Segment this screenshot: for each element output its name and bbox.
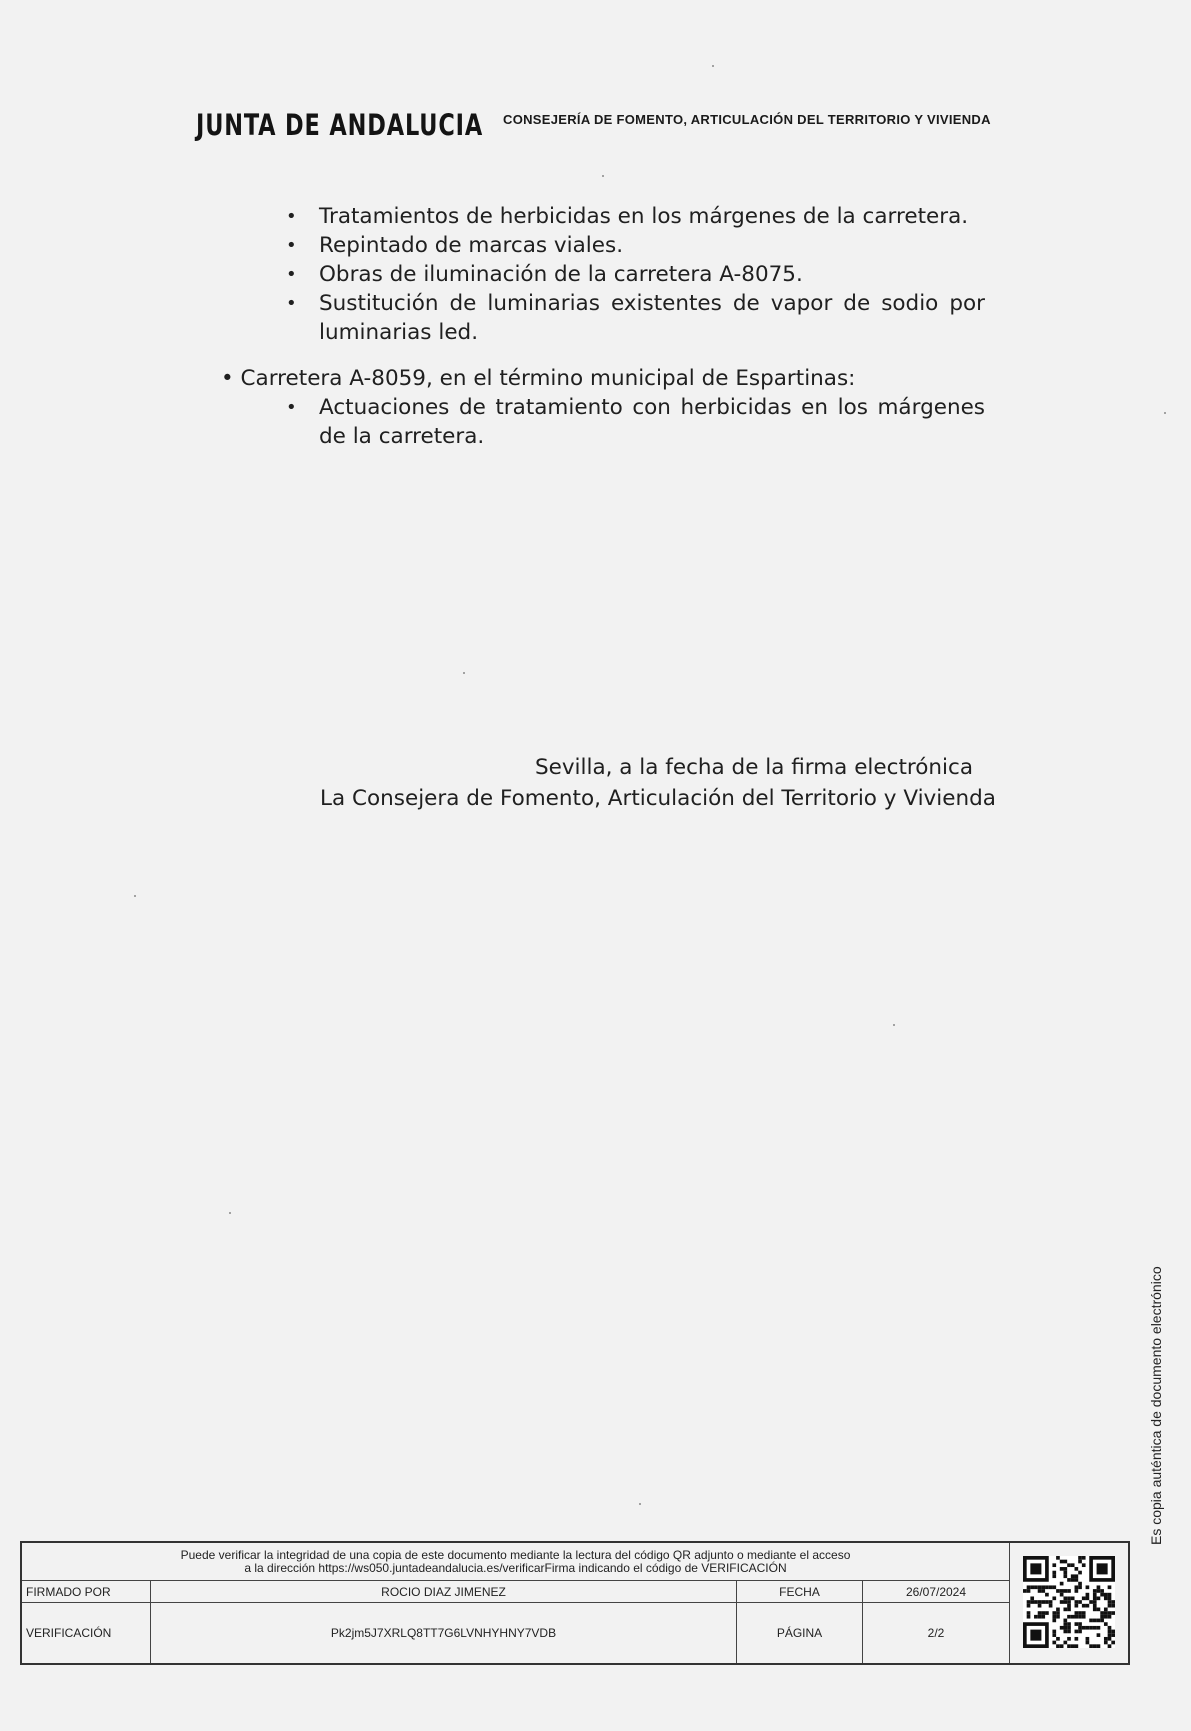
signed-by-value: ROCIO DIAZ JIMENEZ xyxy=(151,1581,737,1603)
scan-speck xyxy=(712,65,714,67)
bullet-list-a8075 xyxy=(280,202,985,347)
list-item xyxy=(280,202,985,231)
scan-speck xyxy=(463,672,465,674)
qr-code-cell xyxy=(1010,1542,1130,1664)
page-value: 2/2 xyxy=(863,1603,1010,1664)
list-item xyxy=(280,260,985,289)
verification-notice-line2: a la dirección https://ws050.juntadeandalucia.es/verificarFirma indicando el código de VERIFICACIÓN xyxy=(244,1560,787,1575)
scan-speck xyxy=(893,1024,895,1026)
verification-table xyxy=(20,1541,1130,1665)
bullet-icon: • xyxy=(286,264,297,285)
authentic-copy-note: Es copia auténtica de documento electrónico xyxy=(1148,1266,1164,1545)
signed-by-label: FIRMADO POR xyxy=(21,1581,151,1603)
main-list-item-a8059: • Carretera A-8059, en el término municipal de Espartinas: xyxy=(221,366,856,391)
bullet-icon: • xyxy=(286,397,297,418)
date-label: FECHA xyxy=(737,1581,863,1603)
scan-speck xyxy=(1164,412,1166,414)
date-value: 26/07/2024 xyxy=(863,1581,1010,1603)
list-item xyxy=(280,393,985,451)
bullet-list-a8059 xyxy=(280,393,985,451)
verification-notice-line1: Puede verificar la integridad de una copia de este documento mediante la lectura del código QR adjunto o mediante el acceso xyxy=(180,1547,851,1562)
qr-code-icon xyxy=(1023,1556,1115,1648)
bullet-icon: • xyxy=(286,293,297,314)
scan-speck xyxy=(229,1212,231,1214)
bullet-icon: • xyxy=(286,206,297,227)
scan-speck xyxy=(602,175,604,177)
verification-code: Pk2jm5J7XRLQ8TT7G6LVNHYHNY7VDB xyxy=(151,1603,737,1664)
list-item-text: Tratamientos de herbicidas en los márgenes de la carretera. xyxy=(319,204,969,229)
list-item-text: Obras de iluminación de la carretera A-8075. xyxy=(319,262,803,287)
verification-label: VERIFICACIÓN xyxy=(21,1603,151,1664)
signature-role: La Consejera de Fomento, Articulación del Territorio y Vivienda xyxy=(320,786,996,811)
list-item-text: Actuaciones de tratamiento con herbicidas en los márgenes de la carretera. xyxy=(319,395,985,449)
scan-speck xyxy=(134,895,136,897)
verification-notice xyxy=(21,1542,1010,1581)
department-name: CONSEJERÍA DE FOMENTO, ARTICULACIÓN DEL TERRITORIO Y VIVIENDA xyxy=(503,112,991,127)
junta-de-andalucia-logo: JUNTA DE ANDALUCIA xyxy=(196,108,484,142)
bullet-icon: • xyxy=(286,235,297,256)
signature-place-date: Sevilla, a la fecha de la firma electrónica xyxy=(534,755,973,780)
list-item xyxy=(280,231,985,260)
page-label: PÁGINA xyxy=(737,1603,863,1664)
list-item-text: Sustitución de luminarias existentes de vapor de sodio por luminarias led. xyxy=(319,291,985,345)
list-item-text: Repintado de marcas viales. xyxy=(319,233,624,258)
scan-speck xyxy=(639,1503,641,1505)
list-item xyxy=(280,289,985,347)
